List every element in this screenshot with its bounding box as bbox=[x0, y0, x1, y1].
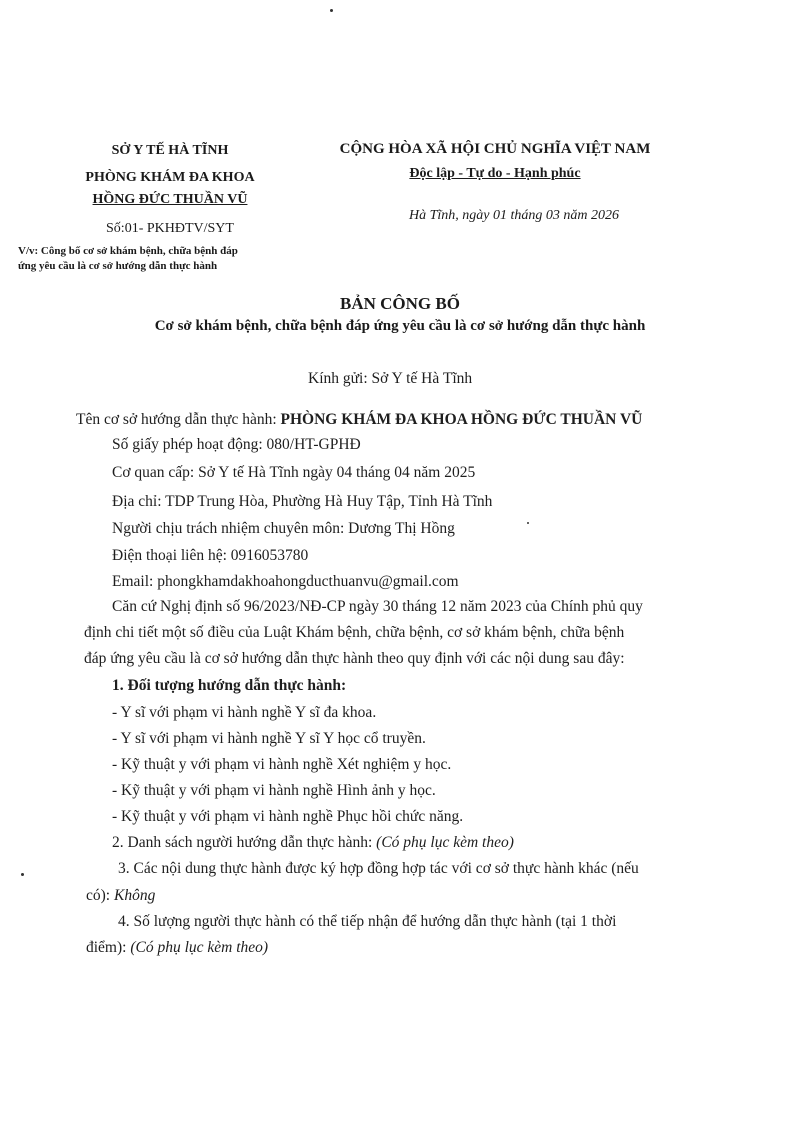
basis-line1: Căn cứ Nghị định số 96/2023/NĐ-CP ngày 30 tháng 12 năm 2023 của Chính phủ quy bbox=[112, 598, 643, 615]
license-number: Số giấy phép hoạt động: 080/HT-GPHĐ bbox=[112, 436, 361, 453]
nation-title: CỘNG HÒA XÃ HỘI CHỦ NGHĨA VIỆT NAM bbox=[339, 141, 651, 157]
basis-line3: đáp ứng yêu cầu là cơ sở hướng dẫn thực hành theo quy định với các nội dung sau đây: bbox=[84, 650, 625, 667]
issuing-authority: Cơ quan cấp: Sở Y tế Hà Tĩnh ngày 04 tháng 04 năm 2025 bbox=[112, 464, 476, 481]
document-number: Số:01- PKHĐTV/SYT bbox=[106, 221, 234, 236]
clinic-name-line1: PHÒNG KHÁM ĐA KHOA bbox=[85, 170, 255, 185]
email-address: Email: phongkhamdakhoahongducthuanvu@gmail.com bbox=[112, 573, 459, 590]
document-title: BẢN CÔNG BỐ bbox=[340, 294, 460, 313]
motto bbox=[320, 166, 670, 182]
clinic-name-line2 bbox=[40, 192, 300, 208]
facility-label: Tên cơ sở hướng dẫn thực hành: bbox=[76, 411, 281, 428]
facility-line bbox=[76, 411, 642, 429]
section3-line2 bbox=[86, 887, 155, 905]
section3-line1: 3. Các nội dung thực hành được ký hợp đồng hợp tác với cơ sở thực hành khác (nếu bbox=[118, 860, 639, 877]
date-line: Hà Tĩnh, ngày 01 tháng 03 năm 2026 bbox=[409, 208, 619, 223]
section4-prefix: điểm): bbox=[86, 939, 131, 956]
list-item: - Kỹ thuật y với phạm vi hành nghề Phục hồi chức năng. bbox=[112, 808, 464, 825]
scan-speck bbox=[527, 522, 529, 524]
section2 bbox=[112, 834, 514, 852]
list-item: - Kỹ thuật y với phạm vi hành nghề Xét nghiệm y học. bbox=[112, 756, 452, 773]
subject-line2: ứng yêu cầu là cơ sở hướng dẫn thực hành bbox=[18, 260, 218, 272]
document-subtitle: Cơ sở khám bệnh, chữa bệnh đáp ứng yêu cầu là cơ sở hướng dẫn thực hành bbox=[154, 318, 646, 334]
list-item: - Y sĩ với phạm vi hành nghề Y sĩ đa khoa. bbox=[112, 704, 377, 721]
recipient: Kính gửi: Sở Y tế Hà Tĩnh bbox=[308, 370, 473, 387]
responsible-person: Người chịu trách nhiệm chuyên môn: Dương Thị Hồng bbox=[112, 520, 455, 537]
clinic-name-underlined: HỒNG ĐỨC THUẦN VŨ bbox=[92, 192, 248, 207]
section1-heading: 1. Đối tượng hướng dẫn thực hành: bbox=[112, 677, 347, 694]
motto-underlined: Độc lập - Tự do - Hạnh phúc bbox=[409, 166, 581, 181]
facility-name: PHÒNG KHÁM ĐA KHOA HỒNG ĐỨC THUẦN VŨ bbox=[280, 411, 643, 428]
section2-text: 2. Danh sách người hướng dẫn thực hành: bbox=[112, 834, 377, 851]
department-name: SỞ Y TẾ HÀ TĨNH bbox=[111, 143, 229, 158]
section4-note: (Có phụ lục kèm theo) bbox=[130, 939, 269, 956]
scan-speck bbox=[330, 9, 333, 12]
section3-answer: Không bbox=[113, 887, 156, 904]
basis-line2: định chi tiết một số điều của Luật Khám bệnh, chữa bệnh, cơ sở khám bệnh, chữa bệnh bbox=[84, 624, 625, 641]
address: Địa chỉ: TDP Trung Hòa, Phường Hà Huy Tập, Tỉnh Hà Tĩnh bbox=[112, 493, 493, 510]
section3-prefix: có): bbox=[86, 887, 114, 904]
section4-line2 bbox=[86, 939, 268, 957]
section4-line1: 4. Số lượng người thực hành có thể tiếp nhận để hướng dẫn thực hành (tại 1 thời bbox=[118, 913, 617, 930]
list-item: - Kỹ thuật y với phạm vi hành nghề Hình ảnh y học. bbox=[112, 782, 436, 799]
section2-note: (Có phụ lục kèm theo) bbox=[376, 834, 514, 851]
scan-speck bbox=[21, 873, 24, 876]
subject-line1: V/v: Công bố cơ sở khám bệnh, chữa bệnh đáp bbox=[18, 245, 238, 257]
phone-number: Điện thoại liên hệ: 0916053780 bbox=[112, 547, 309, 564]
list-item: - Y sĩ với phạm vi hành nghề Y sĩ Y học cổ truyền. bbox=[112, 730, 426, 747]
